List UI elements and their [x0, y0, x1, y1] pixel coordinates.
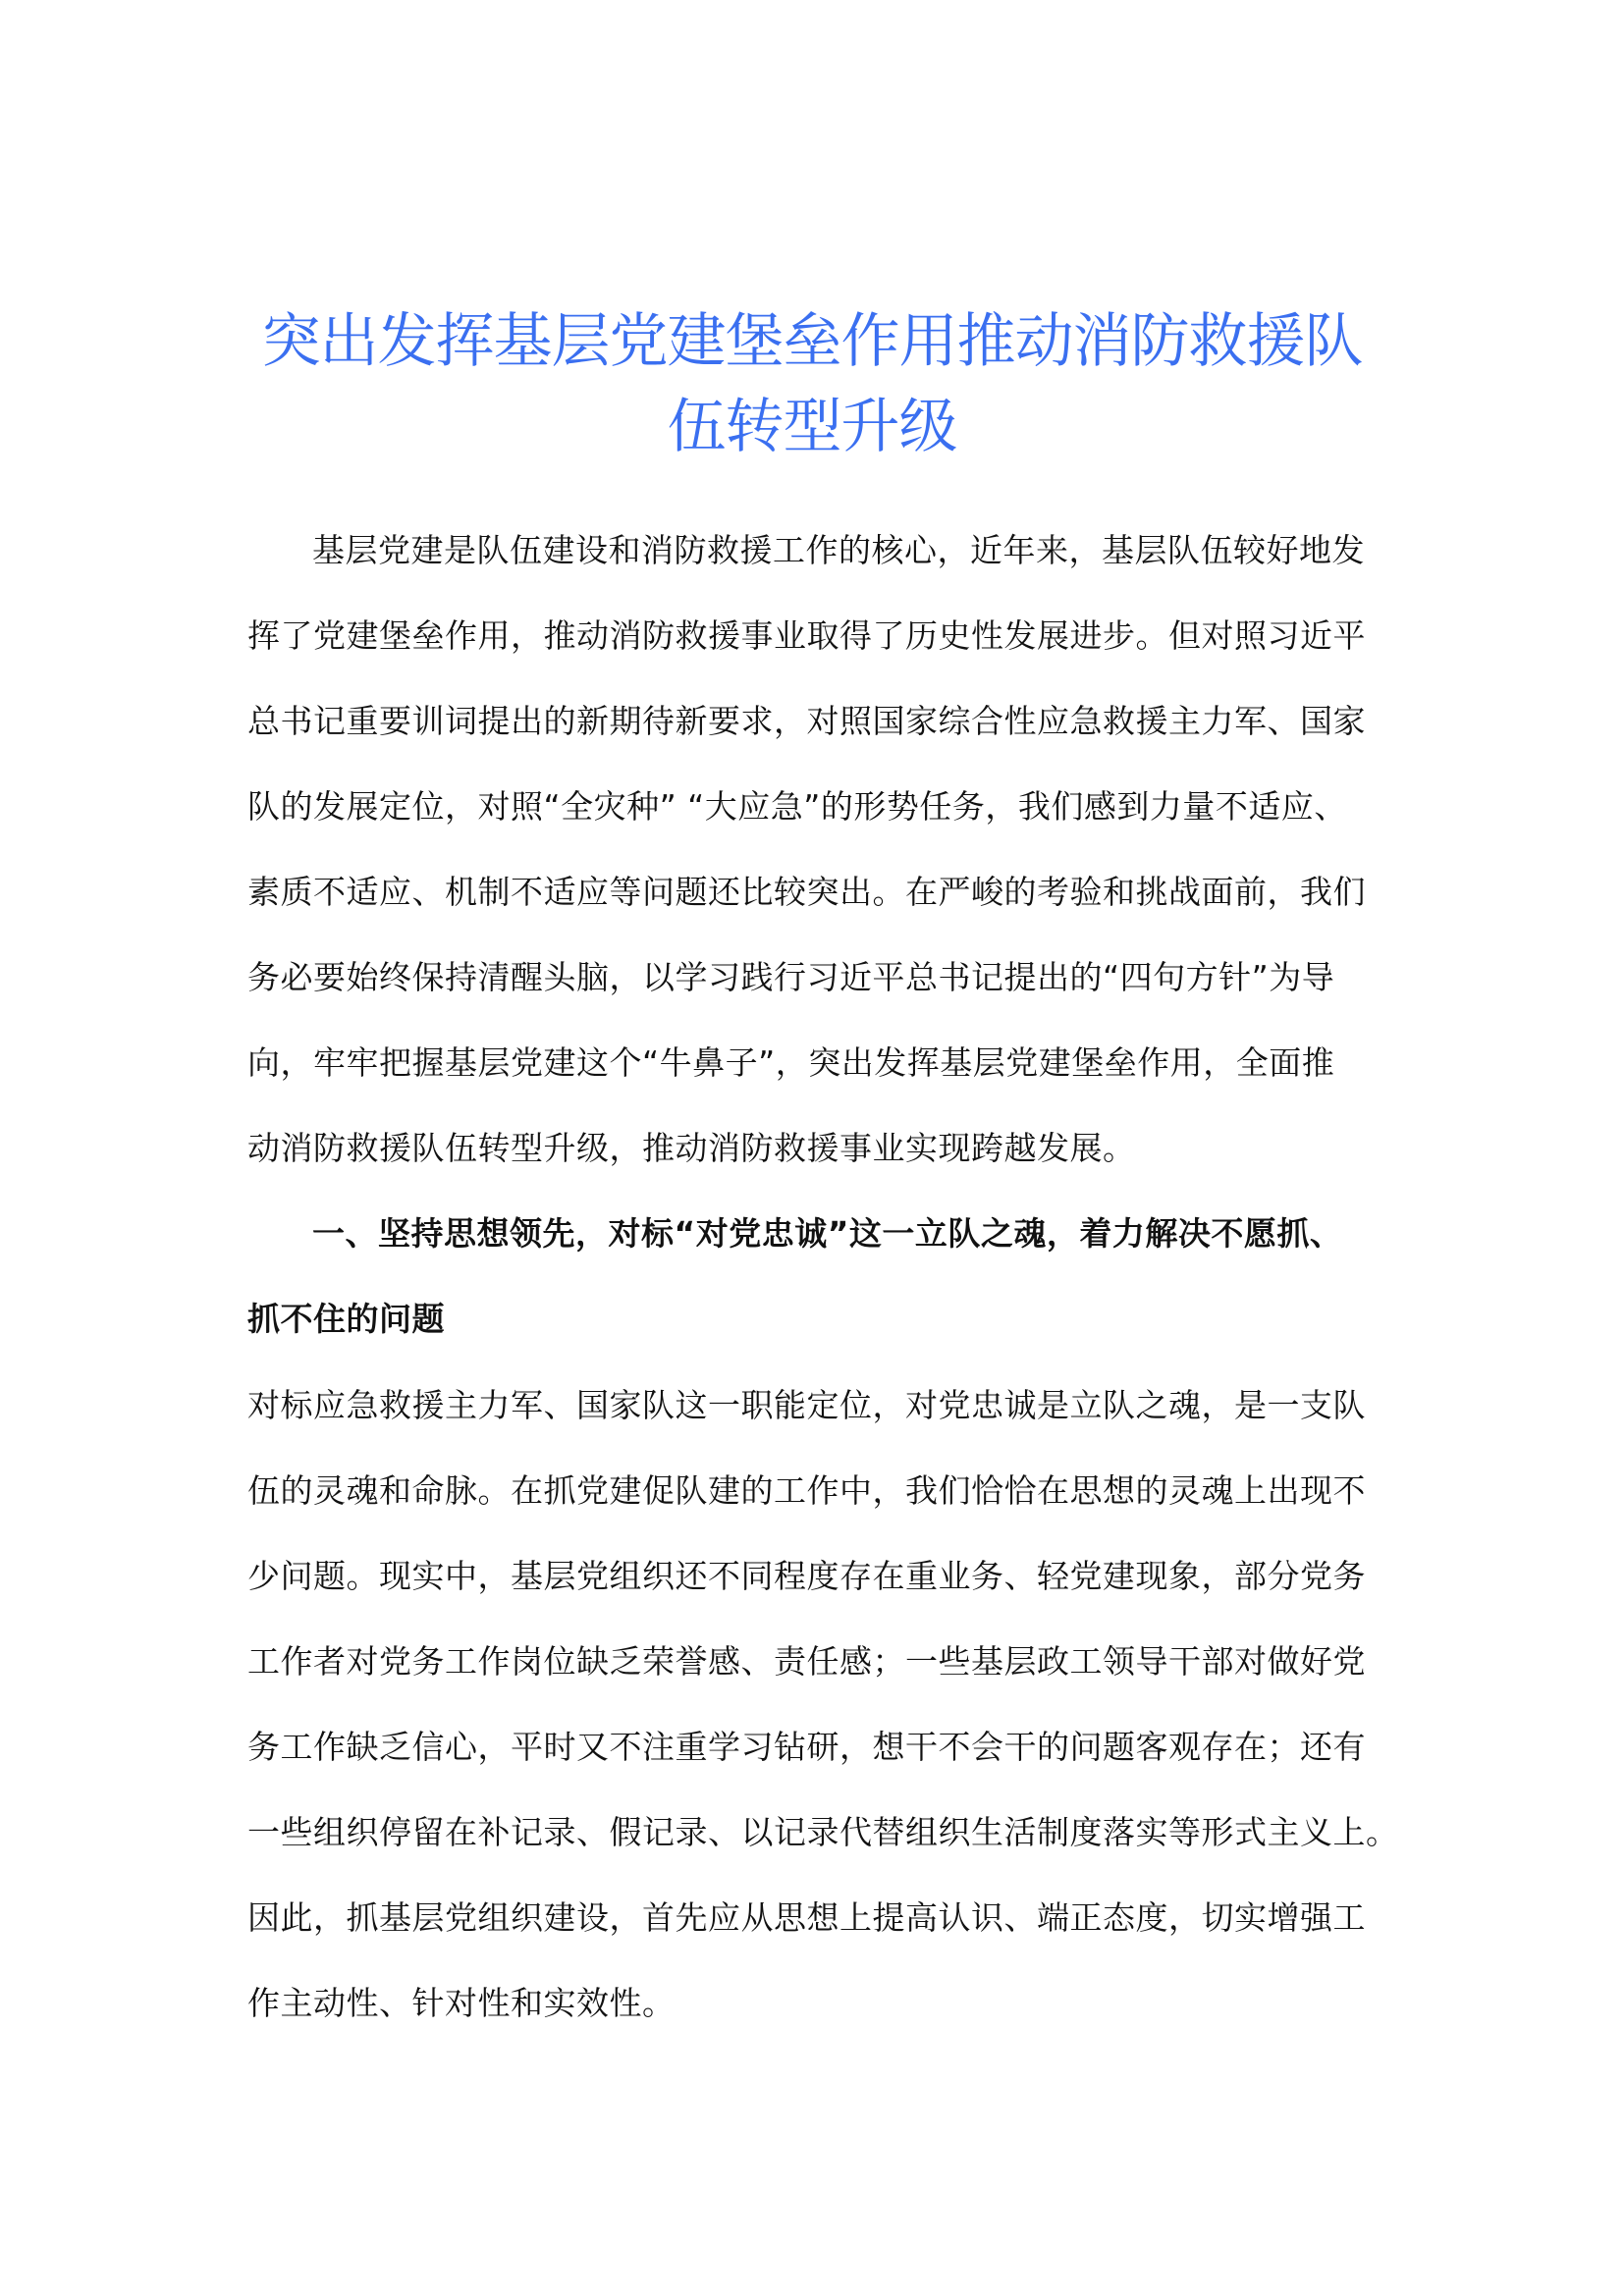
paragraph-line: 队的发展定位，对照“全灾种” “大应急”的形势任务，我们感到力量不适应、 — [247, 787, 1347, 826]
paragraph-line: 基层党建是队伍建设和消防救援工作的核心，近年来，基层队伍较好地发 — [312, 531, 1365, 569]
paragraph-line: 挥了党建堡垒作用，推动消防救援事业取得了历史性发展进步。但对照习近平 — [247, 616, 1366, 655]
paragraph-line: 作主动性、针对性和实效性。 — [247, 1984, 676, 2022]
paragraph-line: 向，牢牢把握基层党建这个“牛鼻子”，突出发挥基层党建堡垒作用，全面推 — [247, 1043, 1335, 1082]
paragraph-line: 务工作缺乏信心，平时又不注重学习钻研，想干不会干的问题客观存在；还有 — [247, 1728, 1366, 1766]
paragraph-line: 务必要始终保持清醒头脑，以学习践行习近平总书记提出的“四句方针”为导 — [247, 958, 1335, 996]
paragraph-line: 少问题。现实中，基层党组织还不同程度存在重业务、轻党建现象，部分党务 — [247, 1557, 1366, 1595]
paragraph-line: 动消防救援队伍转型升级，推动消防救援事业实现跨越发展。 — [247, 1129, 1136, 1167]
paragraph-line: 素质不适应、机制不适应等问题还比较突出。在严峻的考验和挑战面前，我们 — [247, 873, 1366, 911]
paragraph-line: 因此，抓基层党组织建设，首先应从思想上提高认识、端正态度，切实增强工 — [247, 1898, 1366, 1937]
paragraph-line: 工作者对党务工作岗位缺乏荣誉感、责任感；一些基层政工领导干部对做好党 — [247, 1642, 1366, 1681]
document-title-line-2: 伍转型升级 — [667, 393, 957, 461]
heading-line: 抓不住的问题 — [247, 1300, 445, 1338]
paragraph-line: 对标应急救援主力军、国家队这一职能定位，对党忠诚是立队之魂，是一支队 — [247, 1386, 1366, 1424]
paragraph-line: 一些组织停留在补记录、假记录、以记录代替组织生活制度落实等形式主义上。 — [247, 1813, 1399, 1851]
heading-line: 一、坚持思想领先，对标“对党忠诚”这一立队之魂，着力解决不愿抓、 — [312, 1214, 1343, 1253]
document-title-line-1: 突出发挥基层党建堡垒作用推动消防救援队 — [261, 307, 1363, 376]
paragraph-line: 伍的灵魂和命脉。在抓党建促队建的工作中，我们恰恰在思想的灵魂上出现不 — [247, 1471, 1366, 1510]
paragraph-line: 总书记重要训词提出的新期待新要求，对照国家综合性应急救援主力军、国家 — [247, 702, 1366, 740]
